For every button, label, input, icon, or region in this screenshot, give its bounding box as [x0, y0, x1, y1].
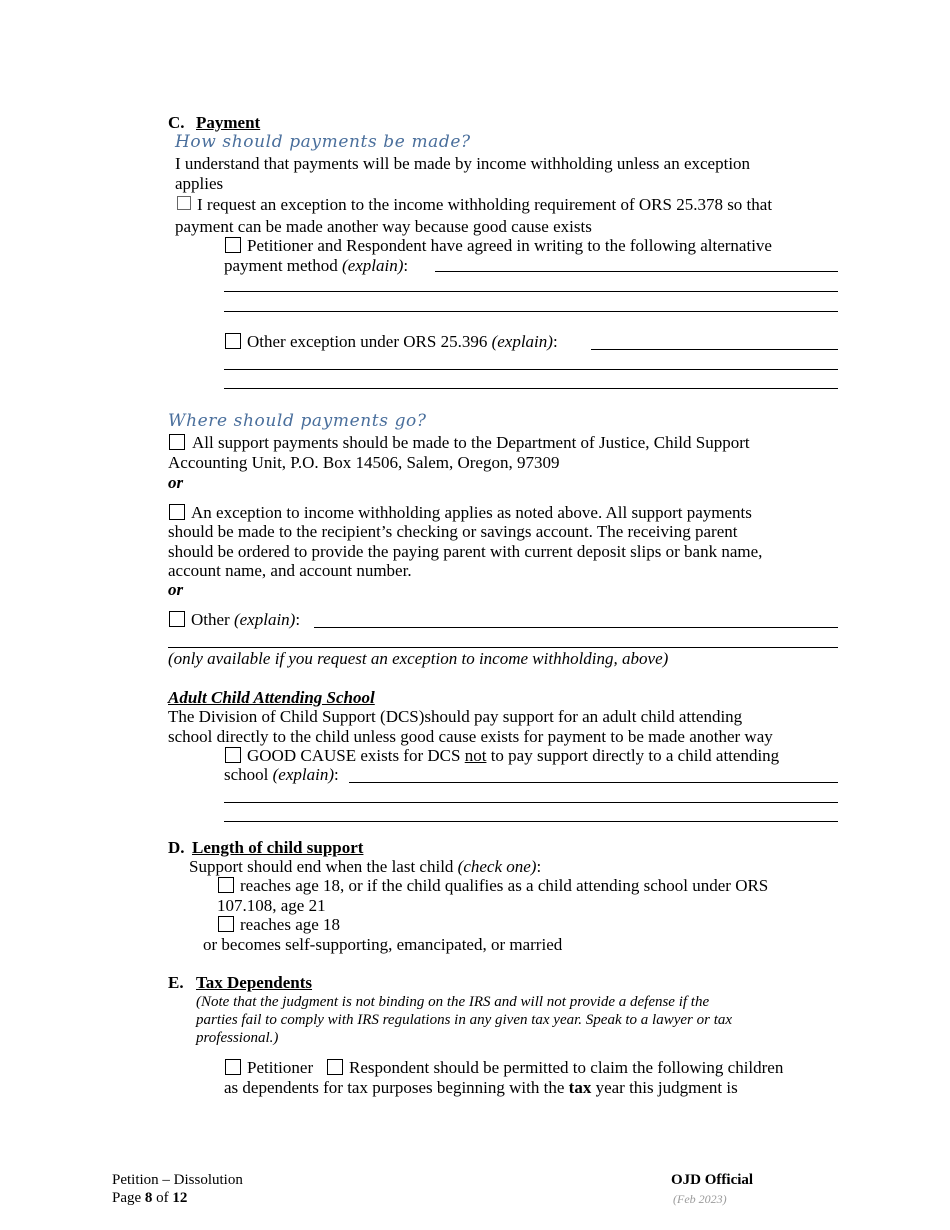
other-exception-line-1[interactable]	[591, 349, 838, 350]
good-cause-line-1[interactable]	[349, 782, 838, 783]
doj-payment-checkbox[interactable]	[169, 434, 185, 450]
tax-dependents-line2: as dependents for tax purposes beginning with the tax year this judgment is	[224, 1078, 738, 1097]
section-c-title: Payment	[196, 113, 261, 132]
age-21-line2: 107.108, age 21	[217, 896, 326, 915]
doj-payment-line1: All support payments should be made to the Department of Justice, Child Support	[192, 433, 750, 452]
other-exception-label: Other exception under ORS 25.396 (explain):	[247, 332, 558, 351]
how-payments-heading: How should payments be made?	[175, 132, 471, 152]
good-cause-line2: school (explain):	[224, 765, 339, 784]
footer-official: OJD Official	[671, 1172, 754, 1188]
withholding-intro-line2: applies	[175, 174, 224, 193]
section-d-intro: Support should end when the last child (check one):	[189, 857, 542, 876]
section-d-letter: D.	[168, 838, 185, 857]
agreed-writing-checkbox[interactable]	[225, 237, 241, 253]
age-18-label: reaches age 18	[240, 915, 341, 934]
account-payment-line4: account name, and account number.	[168, 561, 412, 580]
withholding-intro-line1: I understand that payments will be made by income withholding unless an exception	[175, 154, 751, 173]
section-e-title: Tax Dependents	[196, 973, 313, 992]
petitioner-label: Petitioner	[247, 1058, 314, 1077]
other-exception-line-3[interactable]	[224, 388, 838, 389]
footer-form-name: Petition – Dissolution	[112, 1172, 243, 1188]
adult-child-line2: school directly to the child unless good cause exists for payment to be made another way	[168, 727, 773, 746]
good-cause-line1: GOOD CAUSE exists for DCS not to pay support directly to a child attending	[247, 746, 780, 765]
adult-child-title: Adult Child Attending School	[168, 688, 375, 707]
or-separator-1: or	[168, 473, 184, 492]
good-cause-line-2[interactable]	[224, 802, 838, 803]
age-18-checkbox[interactable]	[218, 916, 234, 932]
age-21-line1: reaches age 18, or if the child qualifies as a child attending school under ORS	[240, 876, 769, 895]
exception-request-line1: I request an exception to the income withholding requirement of ORS 25.378 so that	[197, 195, 773, 214]
account-payment-line1: An exception to income withholding applies as noted above. All support payments	[191, 503, 752, 522]
account-payment-line2: should be made to the recipient’s checking or savings account. The receiving parent	[168, 522, 738, 541]
tax-note-line2: parties fail to comply with IRS regulations in any given tax year. Speak to a lawyer or tax	[196, 1012, 733, 1028]
account-payment-checkbox[interactable]	[169, 504, 185, 520]
agreed-explain-line-2[interactable]	[224, 291, 838, 292]
good-cause-line-3[interactable]	[224, 821, 838, 822]
footer-date: (Feb 2023)	[673, 1192, 727, 1206]
respondent-tax-checkbox[interactable]	[327, 1059, 343, 1075]
only-available-note: (only available if you request an exception to income withholding, above)	[168, 649, 669, 668]
agreed-explain-line-3[interactable]	[224, 311, 838, 312]
respondent-label: Respondent should be permitted to claim the following children	[349, 1058, 784, 1077]
exception-request-checkbox[interactable]	[177, 196, 191, 210]
adult-child-line1: The Division of Child Support (DCS)should pay support for an adult child attending	[168, 707, 743, 726]
good-cause-checkbox[interactable]	[225, 747, 241, 763]
tax-note-line3: professional.)	[196, 1030, 279, 1046]
petitioner-tax-checkbox[interactable]	[225, 1059, 241, 1075]
other-payment-label: Other (explain):	[191, 610, 301, 629]
agreed-explain-line-1[interactable]	[435, 271, 838, 272]
tax-note-line1: (Note that the judgment is not binding on the IRS and will not provide a defense if the	[196, 994, 710, 1010]
section-c-letter: C.	[168, 113, 185, 132]
footer-page-number: Page 8 of 12	[112, 1190, 188, 1206]
other-exception-checkbox[interactable]	[225, 333, 241, 349]
or-separator-2: or	[168, 580, 184, 599]
section-e-letter: E.	[168, 973, 184, 992]
exception-request-line2: payment can be made another way because good cause exists	[175, 217, 592, 236]
other-payment-checkbox[interactable]	[169, 611, 185, 627]
agreed-writing-line1: Petitioner and Respondent have agreed in writing to the following alternative	[247, 236, 772, 255]
other-payment-line-1[interactable]	[314, 627, 838, 628]
other-exception-line-2[interactable]	[224, 369, 838, 370]
doj-payment-line2: Accounting Unit, P.O. Box 14506, Salem, Oregon, 97309	[168, 453, 560, 472]
agreed-writing-line2: payment method (explain):	[224, 256, 409, 275]
other-payment-line-2[interactable]	[168, 647, 838, 648]
section-d-title: Length of child support	[192, 838, 364, 857]
where-payments-heading: Where should payments go?	[168, 411, 427, 431]
account-payment-line3: should be ordered to provide the paying parent with current deposit slips or bank name,	[168, 542, 763, 561]
section-d-tail: or becomes self-supporting, emancipated, or married	[203, 935, 563, 954]
age-21-checkbox[interactable]	[218, 877, 234, 893]
